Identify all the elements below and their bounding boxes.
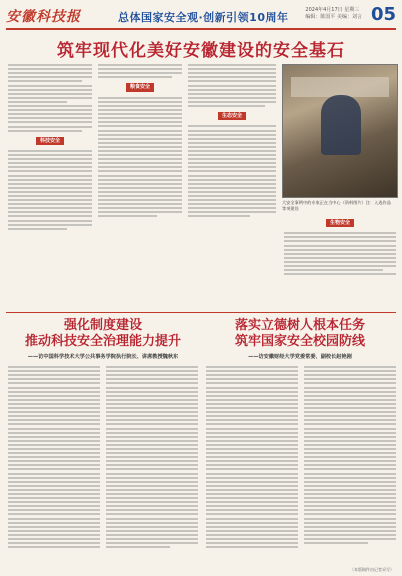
- interview-right-col-1: [206, 364, 298, 550]
- article-column-3: [188, 62, 276, 220]
- photo-caption: 大安全事例中的专家正在当中心（资料图片）注：入选作品 等项建设: [282, 200, 391, 211]
- article-column-2: [98, 62, 182, 220]
- date-text: 2024年4月17日 星期三: [305, 7, 360, 13]
- subhead-tech-security: 科技安全: [36, 137, 64, 145]
- subhead-food-security: 粮食安全: [126, 83, 154, 91]
- editor-text: 编辑：陈国平 美编：刘言: [305, 14, 362, 20]
- interview-right-col-2: [304, 364, 396, 546]
- interview-right-byline: ——访安徽财经大学党委常委、副校长赵艳刚: [248, 354, 352, 360]
- dateline: [305, 7, 362, 21]
- interview-left-col-1: [8, 364, 100, 550]
- interview-left-byline: ——访中国科学技术大学公共事务学院执行院长、讲席教授魏秋东: [27, 354, 179, 360]
- section-divider: [6, 312, 396, 313]
- subhead-bio-security: 生物安全: [326, 219, 354, 227]
- interview-left-title: 强化制度建设 推动科技安全治理能力提升: [24, 318, 181, 349]
- page-number: 05: [370, 4, 396, 25]
- article-column-1: [8, 62, 92, 232]
- column-title: 总体国家安全观·创新引领10周年: [118, 11, 289, 24]
- interview-left-col-2: [106, 364, 198, 550]
- main-headline: 筑牢现代化美好安徽建设的安全基石: [57, 41, 345, 61]
- interview-right-title: 落实立德树人根本任务 筑牢国家安全校园防线: [234, 318, 365, 349]
- footer-note: （本版稿件由记者采写）: [350, 567, 394, 572]
- article-photo: [282, 64, 398, 198]
- subhead-eco-security: 生态安全: [218, 112, 246, 120]
- masthead: [6, 4, 396, 30]
- newspaper-logo: 安徽科技报: [6, 9, 81, 25]
- article-column-4: [284, 216, 396, 277]
